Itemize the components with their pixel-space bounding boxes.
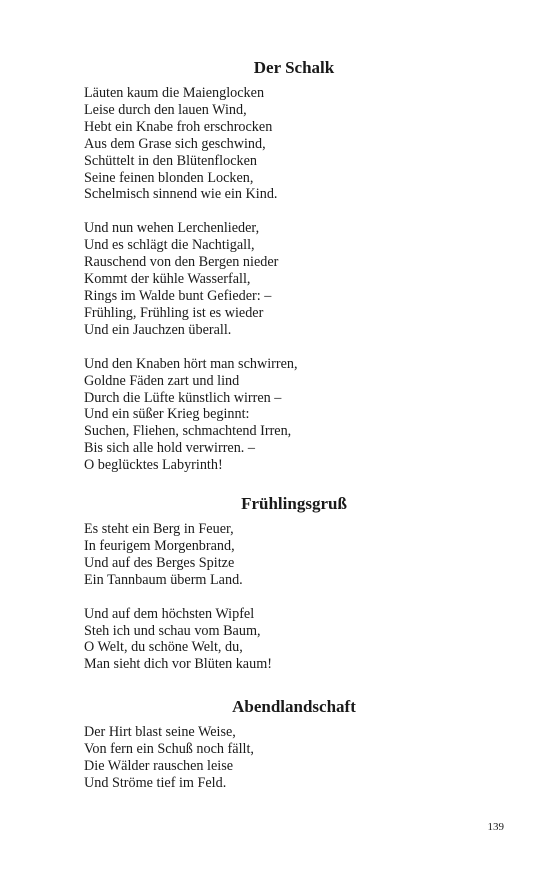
verse-line: Frühling, Frühling ist es wieder xyxy=(84,304,264,321)
verse-line: Steh ich und schau vom Baum, xyxy=(84,622,261,639)
verse-line: Seine feinen blonden Locken, xyxy=(84,169,254,186)
verse-line: Goldne Fäden zart und lind xyxy=(84,372,240,389)
stanza xyxy=(84,521,464,589)
page-number: 139 xyxy=(487,821,504,833)
verse-line: Rings im Walde bunt Gefieder: – xyxy=(84,287,272,304)
verse-line: Aus dem Grase sich geschwind, xyxy=(84,135,266,152)
poem-abendlandschaft xyxy=(84,696,464,792)
verse-line: Durch die Lüfte künstlich wirren – xyxy=(84,389,282,406)
verse-line: Schüttelt in den Blütenflocken xyxy=(84,152,257,169)
poem-fruehlingsgruss xyxy=(84,493,464,673)
verse-line: Leise durch den lauen Wind, xyxy=(84,101,247,118)
stanza xyxy=(84,606,464,674)
verse-line: Kommt der kühle Wasserfall, xyxy=(84,271,251,288)
verse-line: O Welt, du schöne Welt, du, xyxy=(84,639,243,656)
verse-line: Von fern ein Schuß noch fällt, xyxy=(84,740,254,757)
verse-line: O beglücktes Labyrinth! xyxy=(84,457,223,474)
verse-line: Bis sich alle hold verwirren. – xyxy=(84,440,255,457)
verse-line: Schelmisch sinnend wie ein Kind. xyxy=(84,186,278,203)
verse-line: Rauschend von den Bergen nieder xyxy=(84,254,279,271)
verse-line: Und ein Jauchzen überall. xyxy=(84,321,232,338)
verse-line: Ein Tannbaum überm Land. xyxy=(84,571,243,588)
verse-line: Und auf des Berges Spitze xyxy=(84,554,235,571)
verse-line: In feurigem Morgenbrand, xyxy=(84,537,235,554)
verse-line: Und ein süßer Krieg beginnt: xyxy=(84,406,250,423)
stanza xyxy=(84,356,464,474)
verse-line: Und Ströme tief im Feld. xyxy=(84,774,227,791)
verse-line: Es steht ein Berg in Feuer, xyxy=(84,521,234,537)
verse-line: Und es schlägt die Nachtigall, xyxy=(84,237,255,254)
verse-line: Hebt ein Knabe froh erschrocken xyxy=(84,118,273,135)
poem-title: Abendlandschaft xyxy=(232,697,356,716)
poem-title: Der Schalk xyxy=(253,58,335,77)
poem-title: Frühlingsgruß xyxy=(241,494,347,513)
verse-line: Und nun wehen Lerchenlieder, xyxy=(84,220,260,237)
verse-line: Man sieht dich vor Blüten kaum! xyxy=(84,656,272,673)
verse-line: Und auf dem höchsten Wipfel xyxy=(84,605,255,622)
verse-line: Die Wälder rauschen leise xyxy=(84,757,234,774)
stanza xyxy=(84,724,464,792)
verse-line: Der Hirt blast seine Weise, xyxy=(84,724,236,740)
verse-line: Und den Knaben hört man schwirren, xyxy=(84,355,298,372)
stanza xyxy=(84,220,464,338)
verse-line: Suchen, Fliehen, schmachtend Irren, xyxy=(84,423,292,440)
poem-der-schalk xyxy=(84,57,464,474)
verse-line: Läuten kaum die Maienglocken xyxy=(84,85,265,101)
stanza xyxy=(84,85,464,203)
